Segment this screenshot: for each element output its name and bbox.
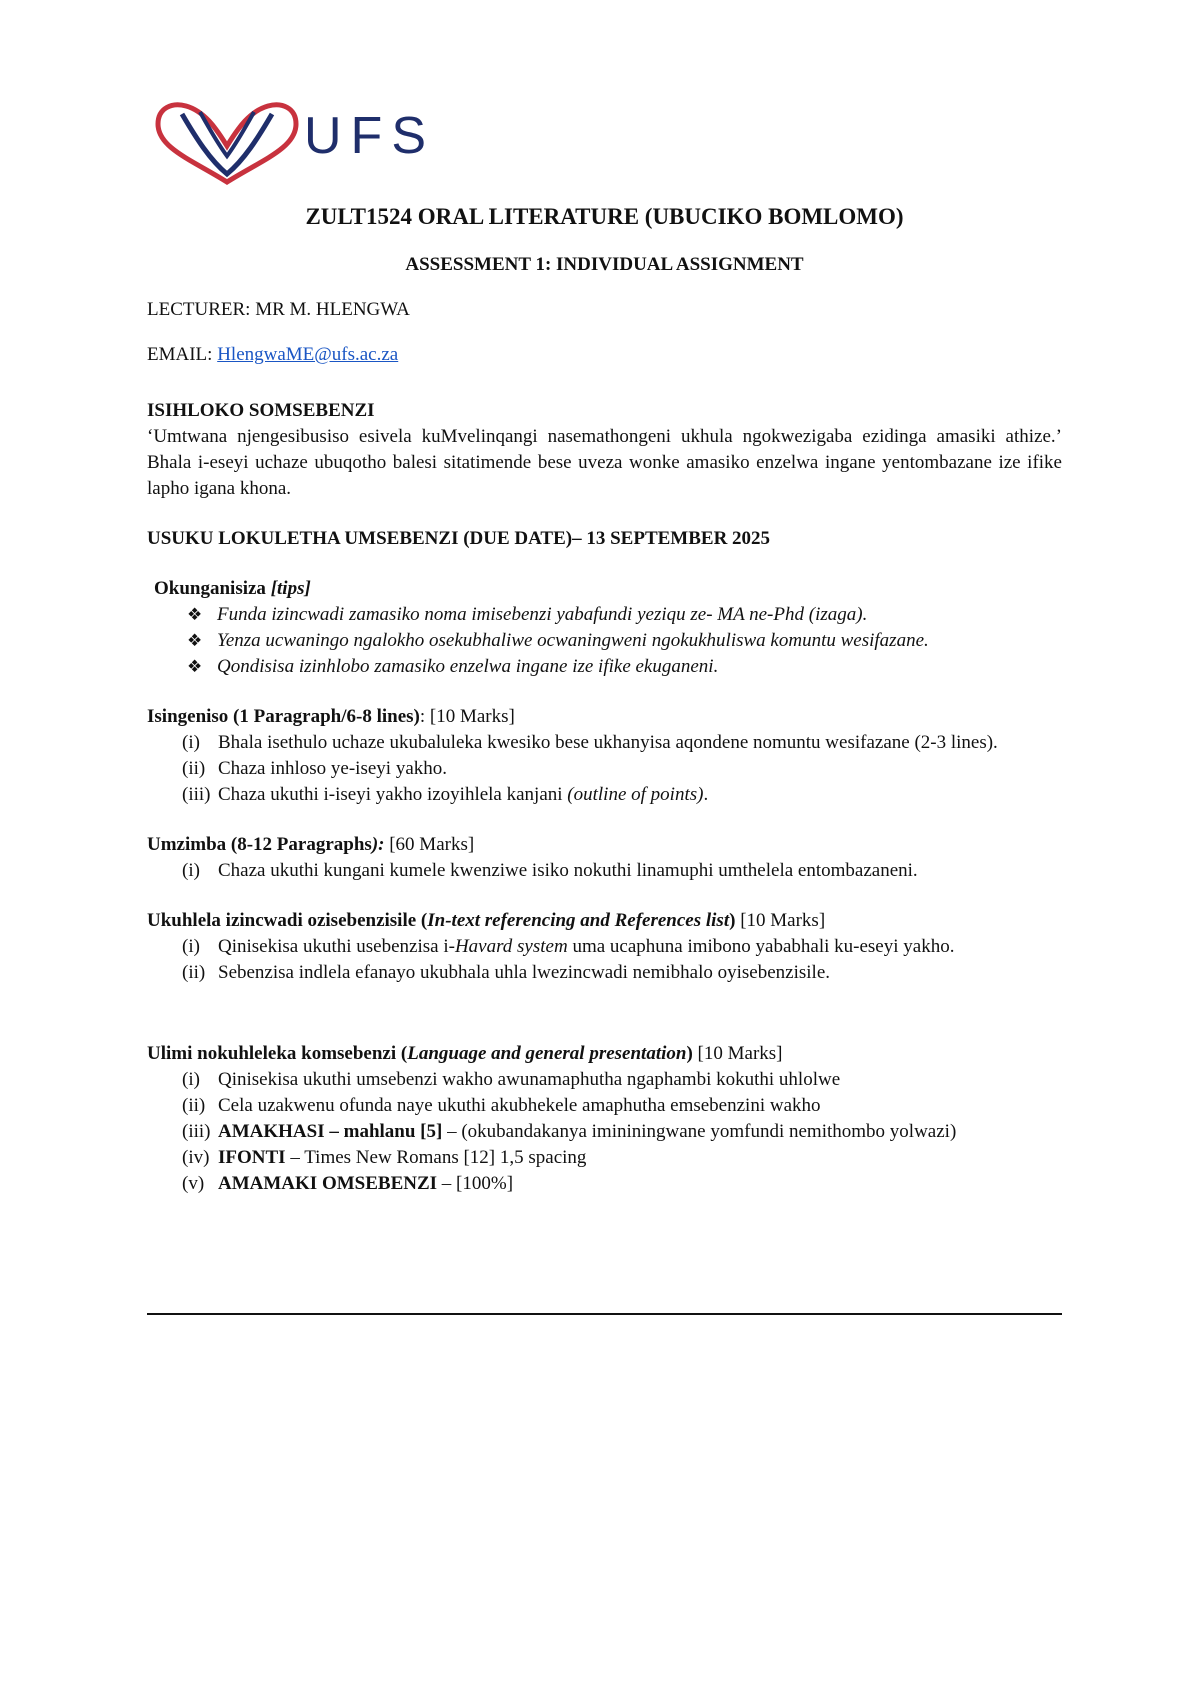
- item-text-tail: uma ucaphuna imibono yababhali ku-eseyi yakho.: [567, 936, 955, 957]
- ufs-heart-logo-icon: [152, 98, 302, 188]
- language-list: [147, 1067, 1062, 1197]
- horizontal-rule: [147, 1313, 1062, 1315]
- item-number: (i): [182, 936, 200, 957]
- language-heading: [147, 1041, 1062, 1067]
- ufs-logo: [152, 98, 487, 193]
- tips-heading: [147, 576, 1062, 602]
- list-item: [182, 934, 1062, 960]
- list-item: [182, 756, 1062, 782]
- item-text: Chaza inhloso ye-iseyi yakho.: [218, 758, 448, 779]
- language-marks: [10 Marks]: [692, 1043, 783, 1064]
- document-subtitle: ASSESSMENT 1: INDIVIDUAL ASSIGNMENT: [405, 254, 804, 275]
- body-heading-text: Umzimba (8-12 Paragraphs: [147, 834, 372, 855]
- intro-heading-text: Isingeniso (1 Paragraph/6-8 lines): [147, 706, 420, 727]
- body-heading: [147, 832, 1062, 858]
- tip-text: Qondisisa izinhlobo zamasiko enzelwa ingane ize ifike ekuganeni.: [217, 656, 719, 677]
- intro-marks: : [10 Marks]: [419, 706, 515, 727]
- list-item: [187, 602, 1062, 628]
- item-text: Bhala isethulo uchaze ukubaluleka kwesiko bese ukhanyisa aqondene nomuntu wesifazane (2-3 lines).: [218, 732, 998, 753]
- item-number: (v): [182, 1173, 205, 1194]
- item-text: Cela uzakwenu ofunda naye ukuthi akubhekele amaphutha emsebenzini wakho: [218, 1095, 821, 1116]
- item-number: (iv): [182, 1147, 210, 1168]
- body-section: [147, 832, 1062, 884]
- topic-section: [147, 398, 1062, 502]
- diamond-bullet-icon: ❖: [187, 605, 203, 624]
- email-link[interactable]: HlengwaME@ufs.ac.za: [217, 344, 399, 365]
- item-text-italic: (outline of points): [567, 784, 704, 805]
- item-text: Chaza ukuthi kungani kumele kwenziwe isiko nokuthi linamuphi umthelela entombazaneni.: [218, 860, 918, 881]
- list-item: [182, 782, 1062, 808]
- ufs-logo-text: UFS: [304, 107, 435, 165]
- item-text-bold: AMAKHASI – mahlanu [5]: [218, 1121, 443, 1142]
- tips-section: [147, 576, 1062, 680]
- references-heading-text: Ukuhlela izincwadi ozisebenzisile (: [147, 910, 428, 931]
- item-number: (iii): [182, 1121, 211, 1142]
- references-heading-italic: In-text referencing and References list: [427, 910, 730, 931]
- list-item: [182, 1067, 1062, 1093]
- item-text-italic: Havard system: [454, 936, 568, 957]
- topic-heading: ISIHLOKO SOMSEBENZI: [147, 400, 375, 421]
- tip-text: Funda izincwadi zamasiko noma imisebenzi yabafundi yeziqu ze- MA ne-Phd (izaga).: [217, 604, 868, 625]
- list-item: [182, 1093, 1062, 1119]
- topic-body: ‘Umtwana njengesibusiso esivela kuMvelinqangi nasemathongeni ukhula ngokwezigaba ezidinga amasiki athize.’ Bhala i-eseyi uchaze ubuqotho balesi sitatimende bese uveza wonke amasiko enzelwa ingane yentombazane ize ifike lapho igana khona.: [147, 426, 1062, 499]
- references-list: [147, 934, 1062, 986]
- list-item: [182, 1171, 1062, 1197]
- item-text-bold: AMAMAKI OMSEBENZI: [218, 1173, 438, 1194]
- item-number: (i): [182, 732, 200, 753]
- list-item: [182, 858, 1062, 884]
- intro-heading: [147, 704, 1062, 730]
- language-heading-close: ): [686, 1043, 693, 1064]
- item-text: Sebenzisa indlela efanayo ukubhala uhla lwezincwadi nemibhalo oyisebenzisile.: [218, 962, 831, 983]
- tip-text: Yenza ucwaningo ngalokho osekubhaliwe ocwaningweni ngokukhuliswa komuntu wesifazane.: [217, 630, 929, 651]
- item-number: (ii): [182, 962, 206, 983]
- references-section: [147, 908, 1062, 986]
- document-title: ZULT1524 ORAL LITERATURE (UBUCIKO BOMLOMO): [305, 204, 904, 229]
- item-text-tail: .: [703, 784, 709, 805]
- list-item: [187, 628, 1062, 654]
- tips-list: [147, 602, 1062, 680]
- document-body: [147, 190, 1062, 1197]
- diamond-bullet-icon: ❖: [187, 657, 203, 676]
- language-section: [147, 1041, 1062, 1197]
- diamond-bullet-icon: ❖: [187, 631, 203, 650]
- item-number: (i): [182, 860, 200, 881]
- list-item: [187, 654, 1062, 680]
- item-text-bold: IFONTI: [218, 1147, 286, 1168]
- item-text: – (okubandakanya imininingwane yomfundi nemithombo yolwazi): [442, 1121, 957, 1142]
- item-number: (iii): [182, 784, 211, 805]
- tips-heading-italic: [tips]: [270, 578, 311, 599]
- item-number: (ii): [182, 758, 206, 779]
- item-text: Qinisekisa ukuthi umsebenzi wakho awunamaphutha ngaphambi kokuthi uhlolwe: [218, 1069, 841, 1090]
- item-number: (i): [182, 1069, 200, 1090]
- item-text: – Times New Romans [12] 1,5 spacing: [285, 1147, 587, 1168]
- list-item: [182, 1119, 1062, 1145]
- item-number: (ii): [182, 1095, 206, 1116]
- intro-list: [147, 730, 1062, 808]
- body-heading-italic: ):: [371, 834, 385, 855]
- lecturer-line: LECTURER: MR M. HLENGWA: [147, 299, 410, 320]
- tips-heading-text: Okunganisiza: [154, 578, 271, 599]
- body-list: [147, 858, 1062, 884]
- language-heading-italic: Language and general presentation: [407, 1043, 687, 1064]
- list-item: [182, 730, 1062, 756]
- list-item: [182, 960, 1062, 986]
- language-heading-text: Ulimi nokuhleleka komsebenzi (: [147, 1043, 408, 1064]
- due-date: USUKU LOKULETHA UMSEBENZI (DUE DATE)– 13 SEPTEMBER 2025: [147, 528, 771, 549]
- body-marks: [60 Marks]: [384, 834, 475, 855]
- email-line: [147, 342, 1062, 368]
- item-text: Qinisekisa ukuthi usebenzisa i-: [218, 936, 455, 957]
- list-item: [182, 1145, 1062, 1171]
- due-date-section: [147, 526, 1062, 552]
- intro-section: [147, 704, 1062, 808]
- references-marks: [10 Marks]: [735, 910, 826, 931]
- email-label: EMAIL:: [147, 344, 218, 365]
- references-heading: [147, 908, 1062, 934]
- references-heading-close: ): [729, 910, 736, 931]
- item-text: – [100%]: [437, 1173, 514, 1194]
- item-text: Chaza ukuthi i-iseyi yakho izoyihlela kanjani: [218, 784, 568, 805]
